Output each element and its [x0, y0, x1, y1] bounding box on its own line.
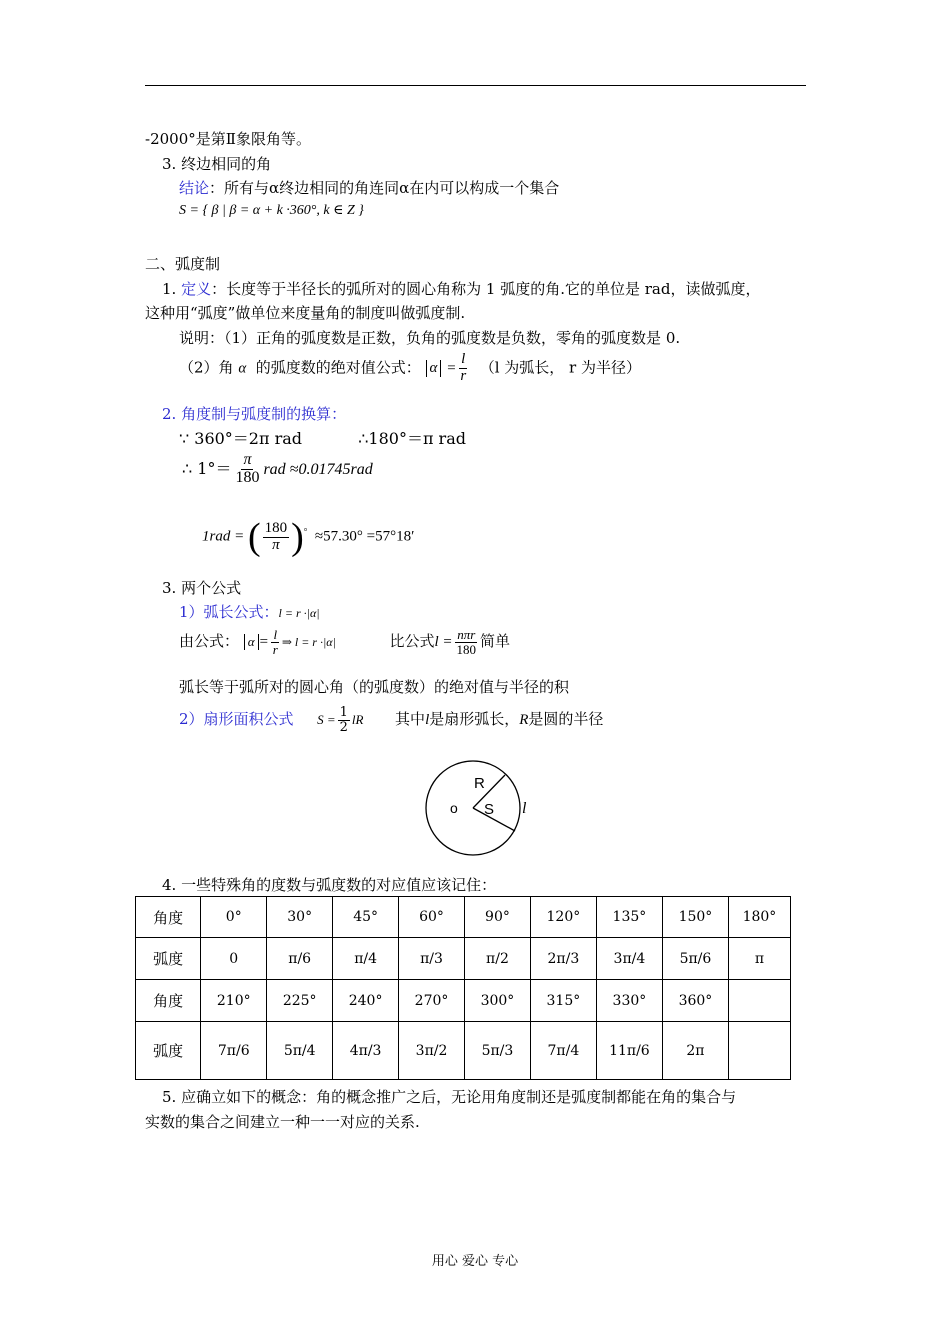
part2-heading: 二、弧度制	[145, 255, 221, 273]
sector-diagram	[410, 755, 540, 865]
table-cell: 7π/6	[201, 1022, 267, 1080]
table-cell: 360°	[662, 980, 728, 1022]
table-cell: π/2	[464, 938, 530, 980]
formulas-title: 3. 两个公式	[162, 579, 242, 597]
table-cell: 0°	[201, 897, 267, 938]
definition-text: ：长度等于半径长的弧所对的圆心角称为 1 弧度的角.它的单位是 rad，读做弧度，	[211, 280, 761, 298]
section5-line-1: 5. 应确立如下的概念：角的概念推广之后，无论用角度制还是弧度制都能在角的集合与	[162, 1088, 737, 1106]
table-row	[136, 938, 791, 980]
pi-over-180-fraction: $\frac{\pi}{180}$	[235, 451, 260, 486]
angle-table	[135, 896, 791, 1080]
table-cell: 45°	[333, 897, 399, 938]
table-cell: π/6	[267, 938, 333, 980]
page-footer: 用心 爱心 专心	[431, 1254, 519, 1269]
conversion-line-1	[179, 426, 466, 449]
arc-formula-label: 1）弧长公式：	[179, 603, 279, 621]
table-cell: 11π/6	[596, 1022, 662, 1080]
table-cell: 225°	[267, 980, 333, 1022]
arc-formula-line	[179, 601, 320, 622]
table-cell	[728, 1022, 790, 1080]
table-cell: 4π/3	[333, 1022, 399, 1080]
section3-title: 3. 终边相同的角	[162, 155, 272, 173]
note-1: 说明：（1）正角的弧度数是正数，负角的弧度数是负数，零角的弧度数是 0.	[179, 329, 681, 347]
note2-pre: （2）角	[179, 358, 234, 377]
arc-note: 弧长等于弧所对的圆心角（的弧度数）的绝对值与半径的积	[179, 678, 570, 696]
header-rule	[145, 85, 806, 86]
conversion-title: 2. 角度制与弧度制的换算：	[162, 405, 347, 423]
definition-number: 1.	[162, 280, 177, 298]
table-cell: 135°	[596, 897, 662, 938]
table-title: 4. 一些特殊角的度数与弧度数的对应值应该记住：	[162, 876, 497, 894]
definition-label: 定义	[181, 280, 212, 298]
table-cell: 120°	[530, 897, 596, 938]
derive-result: ⇒ l = r ·|α|	[281, 635, 336, 650]
alpha-symbol: α	[238, 360, 247, 377]
conclusion-text: ：所有与α终边相同的角连同α在内可以构成一个集合	[209, 179, 560, 197]
compare-post: 简单	[480, 632, 511, 651]
intro-text: -2000°是第Ⅱ象限角等。	[145, 130, 311, 148]
section5-line-2: 实数的集合之间建立一种一一对应的关系.	[145, 1113, 420, 1131]
definition-text-2: 这种用“弧度”做单位来度量角的制度叫做弧度制.	[145, 304, 466, 322]
l-over-r-fraction: $\frac{l}{r}$	[460, 351, 467, 384]
half-fraction: $\frac{1}{2}$	[339, 705, 348, 735]
table-cell: 180°	[728, 897, 790, 938]
180-over-pi-fraction: $\frac{180}{\pi}$	[264, 519, 288, 553]
sector-note-pre: 其中	[395, 710, 426, 729]
conversion-360: ∵ 360°＝2π rad	[179, 429, 303, 448]
derive-fraction: $\frac{l}{r}$	[272, 627, 278, 657]
sector-S: S =	[317, 712, 336, 728]
compare-label: 比公式	[389, 632, 435, 651]
arc-formula: l = r ·|α|	[278, 606, 320, 620]
table-row-header: 角度	[136, 897, 201, 938]
one-degree-label: ∴ 1°＝	[182, 458, 232, 478]
abs-alpha: α	[426, 360, 442, 377]
note2-post: （l 为弧长， r 为半径）	[479, 358, 641, 377]
table-cell: 5π/6	[662, 938, 728, 980]
table-cell: 2π/3	[530, 938, 596, 980]
table-cell: 30°	[267, 897, 333, 938]
conversion-line-3: 1rad = ( $\frac{180}{\pi}$ )° ≈57.30° =57°18′	[202, 516, 415, 558]
table-cell: 210°	[201, 980, 267, 1022]
table-cell: 90°	[464, 897, 530, 938]
conversion-line-2	[182, 452, 373, 487]
sector-note-l: l	[425, 712, 430, 729]
conversion-180: ∴180°＝π rad	[358, 429, 466, 448]
table-cell: 0	[201, 938, 267, 980]
compare-fraction: $\frac{\text{nπr}}{180}$	[456, 627, 476, 657]
table-cell: 270°	[399, 980, 465, 1022]
derivation-line: 由公式： α = $\frac{l}{r}$ ⇒ l = r ·|α| 比公式l = $\frac{\text{nπr}}{180}$ 简单	[179, 627, 511, 657]
note-2: （2）角 α 的弧度数的绝对值公式： α = $\frac{l}{r}$ （l 为弧长， r 为半径）	[179, 351, 641, 384]
table-cell: 300°	[464, 980, 530, 1022]
label-R: R	[474, 775, 485, 792]
sector-line	[179, 706, 603, 734]
table-cell: 60°	[399, 897, 465, 938]
table-cell: 2π	[662, 1022, 728, 1080]
table-cell: 3π/4	[596, 938, 662, 980]
sector-lR: lR	[351, 712, 364, 728]
table-row-header: 弧度	[136, 1022, 201, 1080]
table-cell: π/3	[399, 938, 465, 980]
one-rad-label: 1rad =	[202, 528, 245, 545]
table-cell: 330°	[596, 980, 662, 1022]
set-formula: S = { β | β = α + k ·360°, k ∈ Z }	[179, 203, 364, 218]
table-cell: 7π/4	[530, 1022, 596, 1080]
derive-label: 由公式：	[179, 632, 240, 651]
table-row	[136, 980, 791, 1022]
table-cell: 150°	[662, 897, 728, 938]
compare-l: l =	[434, 634, 453, 651]
table-cell: 3π/2	[399, 1022, 465, 1080]
table-cell: π	[728, 938, 790, 980]
label-l: l	[522, 800, 527, 817]
sector-note-R: R	[519, 712, 529, 729]
table-cell	[728, 980, 790, 1022]
sector-note-mid: 是扇形弧长，	[429, 710, 520, 729]
table-row	[136, 897, 791, 938]
table-row	[136, 1022, 791, 1080]
table-cell: 5π/4	[267, 1022, 333, 1080]
table-row-header: 角度	[136, 980, 201, 1022]
table-cell: π/4	[333, 938, 399, 980]
sector-note-post: 是圆的半径	[528, 710, 604, 729]
table-cell: 5π/3	[464, 1022, 530, 1080]
conclusion-label: 结论	[179, 179, 210, 197]
table-cell: 315°	[530, 980, 596, 1022]
label-S: S	[484, 801, 495, 818]
one-degree-value: rad ≈0.01745rad	[263, 460, 373, 478]
conclusion-line	[179, 177, 559, 198]
definition-line	[162, 278, 760, 299]
one-rad-value: ≈57.30° =57°18′	[314, 528, 415, 545]
label-o: o	[450, 800, 458, 816]
table-cell: 240°	[333, 980, 399, 1022]
sector-label: 2）扇形面积公式	[179, 710, 294, 729]
table-row-header: 弧度	[136, 938, 201, 980]
note2-mid: 的弧度数的绝对值公式：	[255, 358, 421, 377]
